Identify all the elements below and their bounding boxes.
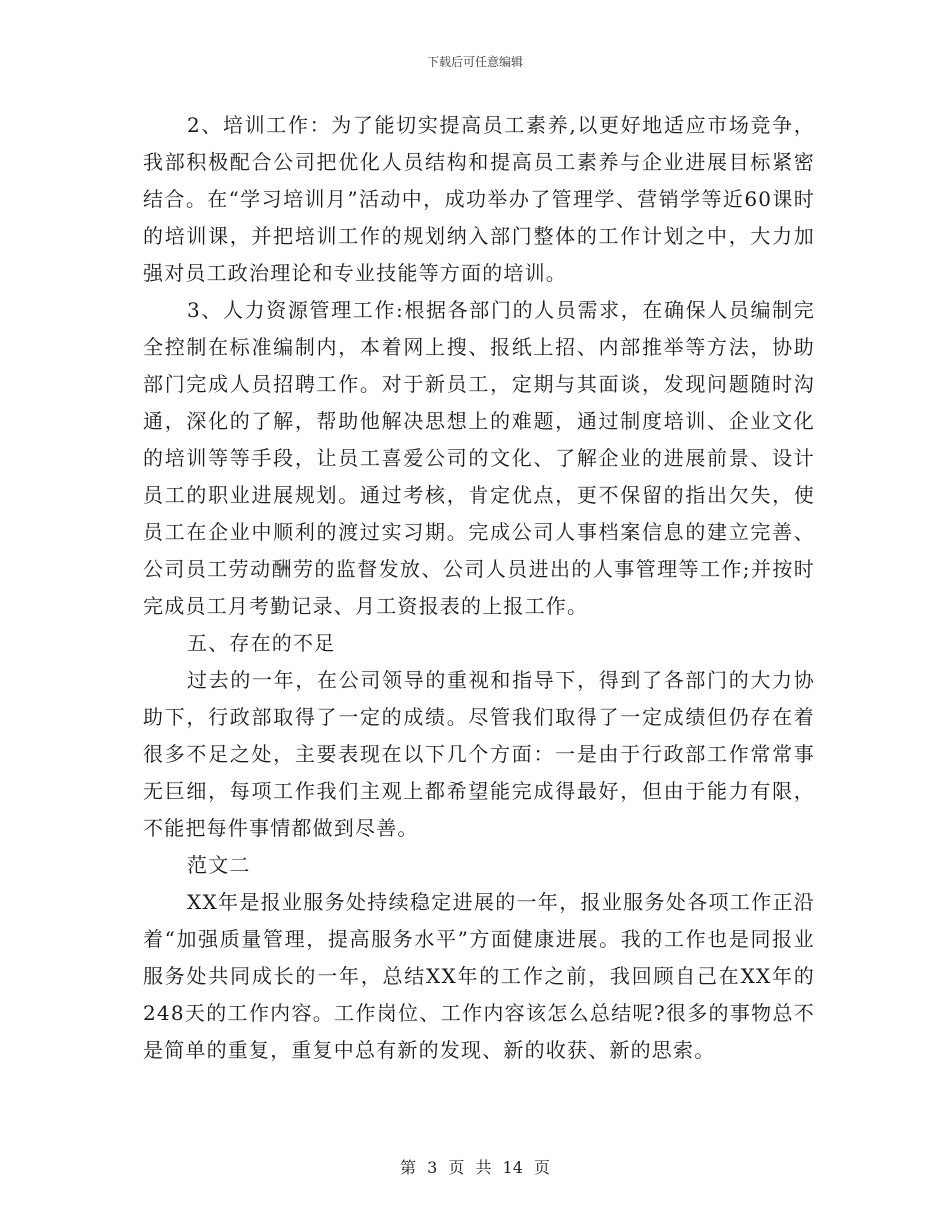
document-body [143,107,815,1069]
section-heading-shortcomings: 五、存在的不足 [187,631,336,655]
paragraph-shortcomings: 过去的一年，在公司领导的重视和指导下，得到了各部门的大力协助下，行政部取得了一定的成绩。尽管我们取得了一定成绩但仍存在着很多不足之处，主要表现在以下几个方面：一是由于行政部工作常常事无巨细，每项工作我们主观上都希望能完成得最好，但由于能力有限，不能把每件事情都做到尽善。 [143,668,815,840]
page-header: 下载后可任意编辑 [426,55,523,69]
paragraph-sample-two: XX年是报业服务处持续稳定进展的一年，报业服务处各项工作正沿着“加强质量管理，提高服务水平”方面健康进展。我的工作也是同报业服务处共同成长的一年，总结XX年的工作之前，我回顾自己在XX年的248天的工作内容。工作岗位、工作内容该怎么总结呢?很多的事物总不是简单的重复，重复中总有新的发现、新的收获、新的思索。 [143,890,815,1062]
paragraph-training: 2、培训工作：为了能切实提高员工素养,以更好地适应市场竞争，我部积极配合公司把优化人员结构和提高员工素养与企业进展目标紧密结合。在“学习培训月”活动中，成功举办了管理学、营销学等近60课时的培训课，并把培训工作的规划纳入部门整体的工作计划之中，大力加强对员工政治理论和专业技能等方面的培训。 [143,113,815,285]
paragraph-hr-management: 3、人力资源管理工作:根据各部门的人员需求，在确保人员编制完全控制在标准编制内，本着网上搜、报纸上招、内部推举等方法，协助部门完成人员招聘工作。对于新员工，定期与其面谈，发现问题随时沟通，深化的了解，帮助他解决思想上的难题，通过制度培训、企业文化的培训等等手段，让员工喜爱公司的文化、了解企业的进展前景、设计员工的职业进展规划。通过考核，肯定优点，更不保留的指出欠失，使员工在企业中顺利的渡过实习期。完成公司人事档案信息的建立完善、公司员工劳动酬劳的监督发放、公司人员进出的人事管理等工作;并按时完成员工月考勤记录、月工资报表的上报工作。 [143,298,815,618]
section-heading-sample-two: 范文二 [187,853,251,877]
page-number-footer: 第 3 页 共 14 页 [400,1158,550,1177]
